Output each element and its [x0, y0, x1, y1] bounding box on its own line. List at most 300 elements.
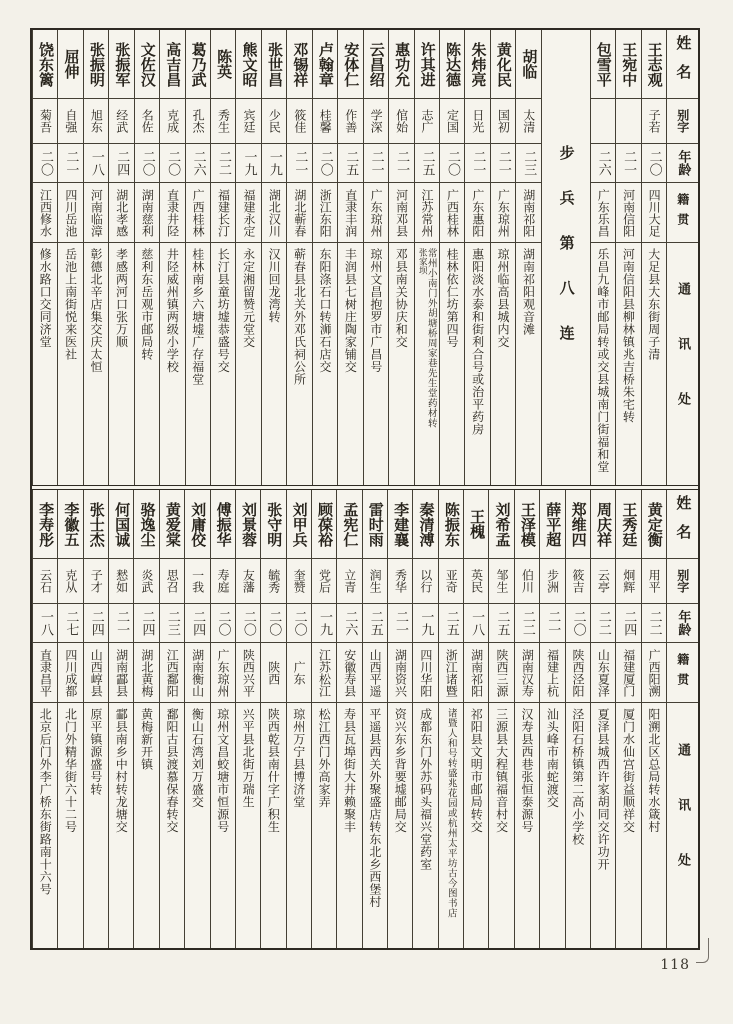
- person-address-text: 桂林依仁坊第四号: [445, 248, 460, 348]
- person-origin: [135, 183, 159, 243]
- person-courtesy: [84, 99, 108, 144]
- person-courtesy-text: 国初: [496, 109, 511, 133]
- person-address-text: 琼州文昌蛟塘市恒源号: [215, 708, 230, 833]
- person-name: [337, 490, 361, 559]
- person-courtesy-text: 作善: [343, 109, 358, 133]
- person-name: [389, 30, 413, 99]
- person-origin-text: 江西修水: [38, 188, 53, 237]
- header-column: [666, 490, 698, 948]
- person-address-text: 孝感两河口张万顺: [114, 248, 129, 348]
- person-courtesy-text: 思召: [165, 569, 180, 593]
- person-column: [210, 490, 235, 948]
- person-address: [160, 243, 184, 485]
- person-name-text: 刘希孟: [493, 501, 512, 547]
- person-origin-text: 直隶昌平: [38, 648, 53, 697]
- person-origin: [261, 643, 285, 703]
- person-age: [287, 144, 311, 183]
- person-age: [312, 604, 336, 643]
- person-address-text: 长汀县童坊墟恭盛号交: [216, 248, 231, 373]
- person-age: [363, 604, 387, 643]
- person-name-text: 周庆祥: [594, 501, 613, 547]
- person-name: [33, 490, 57, 559]
- person-column: [260, 490, 285, 948]
- person-origin-text: 湖南汉寿: [520, 648, 535, 697]
- person-origin-text: 陕西: [266, 660, 281, 685]
- person-name-text: 傅振华: [214, 501, 233, 547]
- person-courtesy-text: 毓秀: [266, 569, 281, 593]
- person-origin: [185, 643, 209, 703]
- person-name: [489, 490, 513, 559]
- header-age-text: 年龄: [675, 610, 691, 636]
- header-origin: [667, 643, 698, 703]
- person-address-text: 丰润县七树庄陶家铺交: [343, 248, 358, 373]
- person-origin: [388, 643, 412, 703]
- roster-table-top: [32, 30, 698, 486]
- person-address: [236, 703, 260, 948]
- person-courtesy-text: 一我: [190, 569, 205, 593]
- person-name: [58, 30, 82, 99]
- person-courtesy: [312, 559, 336, 604]
- person-origin-text: 湖南资兴: [393, 648, 408, 697]
- header-name-text: 姓名: [674, 35, 693, 93]
- person-name: [287, 490, 311, 559]
- person-age: [413, 604, 437, 643]
- person-origin: [160, 643, 184, 703]
- person-name-text: 王泽模: [518, 501, 537, 547]
- person-name-text: 黄化民: [494, 41, 513, 87]
- person-origin-text: 湖南慈利: [140, 188, 155, 237]
- person-name-text: 卢翰章: [316, 41, 335, 87]
- person-address-text: 陕西乾县南什字广积生: [266, 708, 281, 833]
- person-courtesy-text: 慭如: [114, 569, 129, 593]
- person-age: [388, 604, 412, 643]
- person-age-text: 二〇: [291, 610, 307, 636]
- person-age: [84, 144, 108, 183]
- person-age-text: 二〇: [37, 150, 53, 176]
- person-address: [287, 243, 311, 485]
- person-address-text: 岳池上南街悦来医社: [63, 248, 78, 361]
- fold-mark: [696, 938, 709, 963]
- person-origin-text: 河南邓县: [394, 188, 409, 237]
- person-courtesy: [413, 559, 437, 604]
- person-courtesy-text: 倌始: [394, 109, 409, 133]
- person-courtesy-text: 太清: [521, 109, 536, 133]
- person-column: [286, 30, 311, 485]
- header-age-text: 年龄: [675, 150, 691, 176]
- person-name: [388, 490, 412, 559]
- person-courtesy-text: 自强: [63, 109, 78, 133]
- person-courtesy-text: 伯川: [520, 569, 535, 593]
- person-origin-text: 山西崞县: [89, 648, 104, 697]
- person-name: [236, 490, 260, 559]
- person-name-text: 郑维四: [569, 501, 588, 547]
- person-address: [464, 703, 488, 948]
- person-name: [261, 490, 285, 559]
- person-address-text: 寿县瓦埠街大井赖聚丰: [342, 708, 357, 833]
- person-address: [338, 243, 362, 485]
- person-name: [364, 30, 388, 99]
- person-courtesy: [415, 99, 439, 144]
- person-courtesy: [491, 99, 515, 144]
- person-origin: [287, 643, 311, 703]
- person-origin: [262, 183, 286, 243]
- person-name: [464, 490, 488, 559]
- person-column: [312, 30, 337, 485]
- header-contact: [667, 703, 698, 948]
- person-column: [133, 490, 158, 948]
- person-age: [236, 604, 260, 643]
- person-origin-text: 湖南祁阳: [469, 648, 484, 697]
- person-name-text: 王宛中: [620, 41, 639, 87]
- person-origin: [186, 183, 210, 243]
- person-age: [465, 144, 489, 183]
- person-age-text: 二四: [88, 610, 104, 636]
- person-origin-text: 湖北蕲春: [292, 188, 307, 237]
- person-name-text: 李建襄: [392, 501, 411, 547]
- person-address-text: 东阳涤石口转浉石店交: [317, 248, 332, 373]
- person-origin: [211, 183, 235, 243]
- person-column: [615, 30, 640, 485]
- person-address: [312, 703, 336, 948]
- person-courtesy-text: 子才: [89, 569, 104, 593]
- person-name: [211, 490, 235, 559]
- person-column: [57, 490, 82, 948]
- header-courtesy-text: 别字: [675, 569, 690, 593]
- person-courtesy: [338, 99, 362, 144]
- page-number: 118: [660, 957, 690, 973]
- person-courtesy-text: 旭东: [89, 109, 104, 133]
- person-column: [438, 490, 463, 948]
- person-courtesy-text: 云石: [38, 569, 53, 593]
- person-address: [287, 703, 311, 948]
- person-address: [516, 243, 540, 485]
- person-origin: [591, 183, 615, 243]
- person-origin: [642, 643, 666, 703]
- person-age-text: 二三: [521, 150, 537, 176]
- person-name-text: 骆逸尘: [138, 501, 157, 547]
- person-age: [109, 144, 133, 183]
- person-courtesy-text: 名佐: [140, 109, 155, 133]
- person-courtesy: [337, 559, 361, 604]
- person-age: [33, 604, 57, 643]
- person-address: [58, 703, 82, 948]
- person-origin: [566, 643, 590, 703]
- person-origin: [109, 183, 133, 243]
- person-address-text: 永定湘留赞元堂交: [241, 248, 256, 348]
- person-age-text: 一九: [241, 150, 257, 176]
- person-address-text: 资兴东乡背要墟邮局交: [393, 708, 408, 833]
- person-courtesy-text: 亚奇: [444, 569, 459, 593]
- person-courtesy-text: 奎赞: [292, 569, 307, 593]
- person-courtesy-text: 少民: [267, 109, 282, 133]
- person-name-text: 邓锡祥: [291, 41, 310, 87]
- person-origin-text: 福建永定: [241, 188, 256, 237]
- person-address: [566, 703, 590, 948]
- person-age-text: 二五: [343, 150, 359, 176]
- person-column: [235, 30, 260, 485]
- person-origin-text: 安徽寿县: [342, 648, 357, 697]
- person-courtesy: [642, 559, 666, 604]
- person-age: [540, 604, 564, 643]
- person-courtesy: [58, 99, 82, 144]
- person-age-text: 二四: [139, 610, 155, 636]
- person-column: [184, 490, 209, 948]
- person-age: [489, 604, 513, 643]
- person-origin: [287, 183, 311, 243]
- person-name-text: 李寿彤: [37, 501, 56, 547]
- person-name-text: 黄爱棠: [163, 501, 182, 547]
- person-address-text: 琼州临高县城内交: [496, 248, 511, 348]
- person-age-text: 二二: [646, 610, 662, 636]
- person-courtesy: [566, 559, 590, 604]
- person-origin: [464, 643, 488, 703]
- person-age: [439, 604, 463, 643]
- person-courtesy: [33, 99, 57, 144]
- person-age: [33, 144, 57, 183]
- person-origin: [364, 183, 388, 243]
- person-name: [540, 490, 564, 559]
- person-name-text: 刘景蓉: [239, 501, 258, 547]
- header-column: [666, 30, 698, 485]
- person-name-text: 朱炜亮: [469, 41, 488, 87]
- person-address: [616, 703, 640, 948]
- person-age-text: 一八: [88, 150, 104, 176]
- person-age: [236, 144, 260, 183]
- person-name-text: 张振军: [113, 41, 132, 87]
- section-divider: [541, 30, 590, 485]
- person-name-text: 陈英: [215, 49, 234, 79]
- person-address-text: 彰德北辛店集交庆太恒: [89, 248, 104, 373]
- person-name-text: 黄定衡: [645, 501, 664, 547]
- person-name: [591, 490, 615, 559]
- person-age-text: 二〇: [165, 150, 181, 176]
- person-origin: [84, 183, 108, 243]
- person-courtesy: [363, 559, 387, 604]
- person-courtesy-text: 子若: [647, 109, 662, 133]
- person-courtesy: [236, 559, 260, 604]
- person-origin-text: 广东琼州: [216, 648, 230, 697]
- person-column: [134, 30, 159, 485]
- person-column: [488, 490, 513, 948]
- person-address: [491, 243, 515, 485]
- person-origin-text: 陕西泾阳: [571, 648, 586, 697]
- person-age-text: 二一: [114, 610, 130, 636]
- person-column: [57, 30, 82, 485]
- person-courtesy: [516, 99, 540, 144]
- person-name: [439, 490, 463, 559]
- header-name: [667, 30, 698, 99]
- person-courtesy-text: 秀生: [216, 109, 231, 133]
- person-courtesy: [186, 99, 210, 144]
- person-courtesy-text: 秀华: [393, 569, 408, 593]
- person-name: [211, 30, 235, 99]
- person-origin-text: 福建长汀: [216, 188, 231, 237]
- person-origin: [491, 183, 515, 243]
- person-origin: [312, 643, 336, 703]
- person-address: [413, 703, 437, 948]
- person-column: [337, 30, 362, 485]
- person-column: [83, 30, 108, 485]
- person-column: [539, 490, 564, 948]
- person-courtesy-text: 寿庭: [216, 569, 230, 593]
- person-age: [185, 604, 209, 643]
- person-courtesy-text: 邹生: [494, 569, 509, 593]
- person-address-text: 北京后门外李广桥东街路南十六号: [38, 708, 53, 896]
- person-courtesy-text: 筱吉: [571, 569, 586, 593]
- person-address-text: 河南信阳县柳林镇兆吉桥朱宅转: [621, 248, 636, 423]
- person-origin: [109, 643, 133, 703]
- person-origin: [58, 643, 82, 703]
- person-age-text: 二一: [63, 150, 79, 176]
- person-name-text: 包雪平: [594, 41, 613, 87]
- person-name: [415, 30, 439, 99]
- person-address-text: 邓县南关协庆和交: [394, 248, 409, 348]
- person-address-text: 兴平县北街万瑞生: [241, 708, 256, 808]
- header-age: [667, 144, 698, 183]
- person-address: [440, 243, 464, 485]
- person-courtesy-text: 志广: [420, 109, 435, 133]
- person-address-text: 桂林南乡六塘墟广存福堂: [190, 248, 205, 386]
- person-age: [84, 604, 108, 643]
- person-address: [415, 243, 439, 485]
- person-name-text: 刘庸佼: [189, 501, 208, 547]
- person-courtesy-text: 用平: [647, 569, 662, 593]
- person-age: [211, 604, 235, 643]
- person-courtesy-text: 党后: [317, 569, 332, 593]
- person-courtesy: [616, 559, 640, 604]
- person-age-text: 二五: [419, 150, 435, 176]
- person-name-text: 陈振东: [442, 501, 461, 547]
- person-origin-text: 广西桂林: [445, 188, 460, 237]
- person-origin-text: 四川成都: [63, 648, 78, 697]
- person-address: [591, 243, 615, 485]
- header-contact-text: 通讯处: [675, 743, 690, 908]
- person-column: [414, 30, 439, 485]
- person-courtesy: [591, 559, 615, 604]
- person-courtesy: [135, 99, 159, 144]
- person-address: [261, 703, 285, 948]
- person-age: [516, 144, 540, 183]
- person-origin-text: 湖南衡山: [190, 648, 205, 697]
- person-age: [642, 604, 666, 643]
- person-courtesy-text: 步洲: [545, 569, 560, 593]
- person-name-text: 云昌绍: [367, 41, 386, 87]
- person-age-text: 二五: [367, 610, 383, 636]
- person-origin-text: 湖北孝感: [114, 188, 129, 237]
- person-age: [186, 144, 210, 183]
- person-name-text: 张守明: [265, 501, 284, 547]
- person-origin-text: 广西阳溯: [647, 648, 662, 697]
- person-name: [313, 30, 337, 99]
- person-column: [412, 490, 437, 948]
- address-note: 张家坝: [417, 248, 428, 275]
- person-name: [186, 30, 210, 99]
- person-column: [590, 30, 615, 485]
- person-name: [616, 30, 640, 99]
- person-address: [109, 703, 133, 948]
- person-column: [641, 490, 666, 948]
- person-origin: [84, 643, 108, 703]
- person-column: [565, 490, 590, 948]
- person-age-text: 二一: [545, 610, 561, 636]
- person-origin: [58, 183, 82, 243]
- person-courtesy-text: 菊吾: [38, 109, 53, 133]
- person-column: [32, 490, 57, 948]
- person-name: [566, 490, 590, 559]
- person-name-text: 张士杰: [87, 501, 106, 547]
- person-age: [491, 144, 515, 183]
- person-origin-text: 湖南酃县: [114, 648, 129, 697]
- person-address-text: 汕头峰市南蛇渡交: [545, 708, 560, 808]
- person-column: [362, 490, 387, 948]
- person-age: [616, 604, 640, 643]
- person-origin: [616, 183, 640, 243]
- person-age: [591, 604, 615, 643]
- person-address-text: 松江西门外高家弄: [317, 708, 332, 808]
- person-name: [134, 490, 158, 559]
- person-age-text: 二四: [190, 610, 206, 636]
- person-address-text: 阳溯北区总局转水箴村: [646, 708, 661, 833]
- person-address: [109, 243, 133, 485]
- person-name-text: 安体仁: [342, 41, 361, 87]
- person-age: [338, 144, 362, 183]
- person-age-text: 二六: [190, 150, 206, 176]
- person-origin: [515, 643, 539, 703]
- person-address-text: 平遥县西关外聚盛店转东北乡西堡村: [367, 708, 382, 908]
- person-name: [84, 490, 108, 559]
- roster-table-bottom: [32, 489, 698, 948]
- person-name: [262, 30, 286, 99]
- person-address-text: 夏泽县城西许家胡同交许功开: [596, 708, 611, 871]
- person-address: [616, 243, 640, 485]
- person-courtesy: [642, 99, 666, 144]
- person-name: [516, 30, 540, 99]
- person-address-text: 原平镇源盛号转: [88, 708, 103, 796]
- person-age-text: 一九: [316, 610, 332, 636]
- person-address-text: 常州小南门外胡塘桥周家巷先生堂药材转: [425, 248, 437, 428]
- person-origin-text: 广东琼州: [496, 188, 511, 237]
- person-age-text: 二一: [470, 150, 486, 176]
- person-courtesy: [464, 559, 488, 604]
- person-courtesy-text: 友藩: [241, 569, 256, 593]
- person-address-text: 诸暨人和号转盛兆花园或杭州太平坊古今图书店: [445, 708, 457, 918]
- person-age-text: 一八: [469, 610, 485, 636]
- person-address: [160, 703, 184, 948]
- person-name: [109, 490, 133, 559]
- person-origin-text: 山东夏泽: [596, 648, 611, 697]
- person-column: [641, 30, 666, 485]
- person-origin-text: 江苏松江: [317, 648, 332, 697]
- person-courtesy: [58, 559, 82, 604]
- person-age-text: 二一: [368, 150, 384, 176]
- person-name-text: 许其进: [418, 41, 437, 87]
- person-origin-text: 陕西三源: [494, 648, 509, 697]
- person-courtesy: [109, 559, 133, 604]
- person-address: [33, 703, 57, 948]
- person-column: [235, 490, 260, 948]
- person-age-text: 二三: [164, 610, 180, 636]
- person-column: [108, 30, 133, 485]
- person-courtesy: [236, 99, 260, 144]
- person-age: [58, 604, 82, 643]
- person-courtesy: [33, 559, 57, 604]
- person-courtesy: [591, 99, 615, 144]
- person-address-text: 酃县南乡中村转龙塘交: [114, 708, 129, 833]
- person-origin: [440, 183, 464, 243]
- person-age: [616, 144, 640, 183]
- person-origin-text: 河南信阳: [621, 188, 636, 237]
- person-column: [311, 490, 336, 948]
